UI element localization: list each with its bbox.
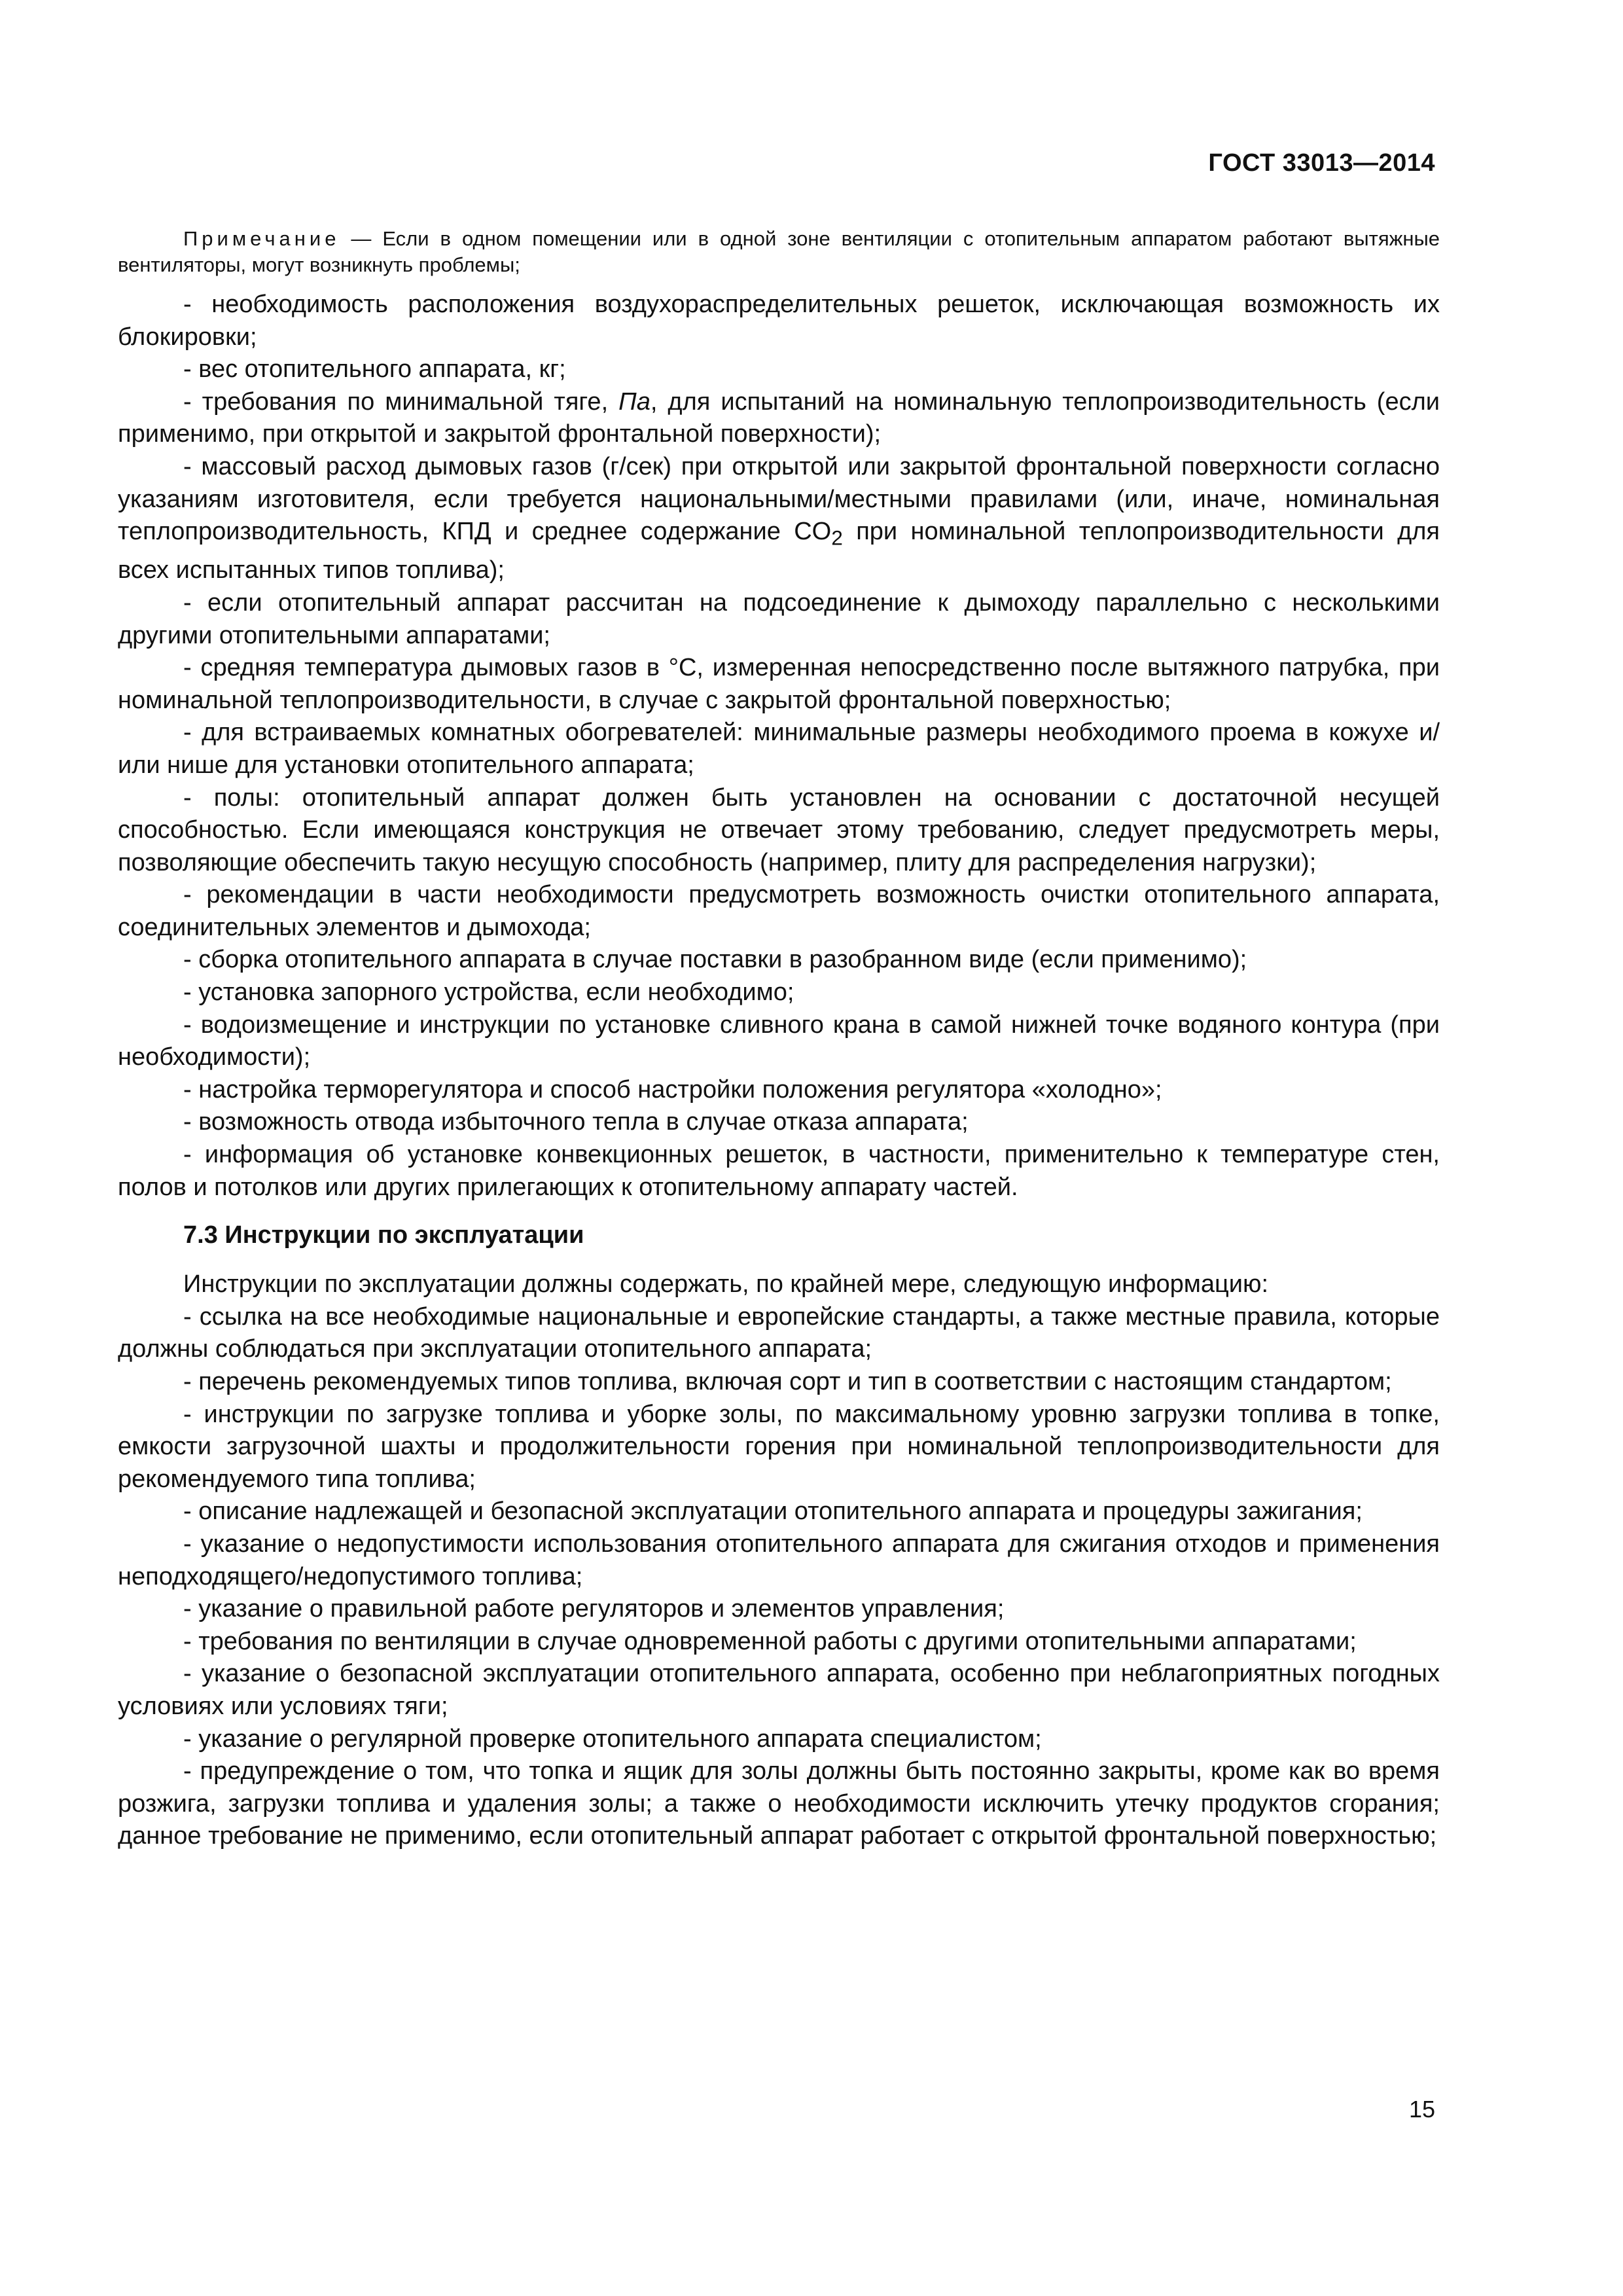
list-item: - возможность отвода избыточного тепла в случае отказа аппарата; bbox=[183, 1108, 969, 1136]
page-content bbox=[118, 226, 1440, 1853]
list-item: - указание о правильной работе регуляторов и элементов управления; bbox=[183, 1595, 1005, 1623]
list-item: - указание о регулярной проверке отопительного аппарата специалистом; bbox=[183, 1725, 1042, 1753]
section-intro: Инструкции по эксплуатации должны содержать, по крайней мере, следующую информацию: bbox=[183, 1270, 1269, 1299]
list-item: - указание о недопустимости использования отопительного аппарата для сжигания отходов и применения неподходящего/недопустимого топлива; bbox=[118, 1530, 1440, 1590]
note-paragraph bbox=[118, 226, 1440, 278]
list-item: - ссылка на все необходимые национальные и европейские стандарты, а также местные правила, которые должны соблюдаться при эксплуатации отопительного аппарата; bbox=[118, 1302, 1440, 1363]
document-code: ГОСТ 33013—2014 bbox=[1208, 149, 1435, 177]
page-number: 15 bbox=[1408, 2096, 1435, 2123]
list-item: - описание надлежащей и безопасной эксплуатации отопительного аппарата и процедуры зажигания; bbox=[183, 1498, 1363, 1526]
pressure-unit: Па bbox=[618, 387, 651, 416]
list-item: - настройка терморегулятора и способ настройки положения регулятора «холодно»; bbox=[183, 1075, 1162, 1103]
note-text: — Если в одном помещении или в одной зоне вентиляции с отопительным аппаратом работают вытяжные вентиляторы, могут возникнуть проблемы; bbox=[118, 227, 1440, 276]
list-item: - перечень рекомендуемых типов топлива, включая сорт и тип в соответствии с настоящим стандартом; bbox=[183, 1368, 1392, 1395]
list-item: - инструкции по загрузке топлива и уборке золы, по максимальному уровню загрузки топлива в топке, емкости загрузочной шахты и продолжительности горения при номинальной теплопроизводительности для рекомендуемого типа топлива; bbox=[118, 1400, 1440, 1493]
list-item: - если отопительный аппарат рассчитан на подсоединение к дымоходу параллельно с несколькими другими отопительными аппаратами; bbox=[118, 588, 1440, 649]
note-label: Примечание bbox=[183, 227, 340, 250]
co2-subscript: 2 bbox=[831, 526, 843, 550]
list-item: - рекомендации в части необходимости предусмотреть возможность очистки отопительного аппарата, соединительных элементов и дымохода; bbox=[118, 881, 1440, 941]
list-item: - полы: отопительный аппарат должен быть установлен на основании с достаточной несущей способностью. Если имеющаяся конструкция не отвечает этому требованию, следует предусмотреть меры, позволяющие обеспечить такую несущую способность (например, плиту для распределения нагрузки); bbox=[118, 783, 1440, 876]
list-item: - необходимость расположения воздухораспределительных решеток, исключающая возможность их блокировки; bbox=[118, 291, 1440, 351]
list-item: - средняя температура дымовых газов в °С, измеренная непосредственно после вытяжного патрубка, при номинальной теплопроизводительности, в случае с закрытой фронтальной поверхностью; bbox=[118, 654, 1440, 714]
list-item: - предупреждение о том, что топка и ящик для золы должны быть постоянно закрыты, кроме как во время розжига, загрузки топлива и удаления золы; а также о необходимости исключить утечку продуктов сгорания; данное требование не применимо, если отопительный аппарат работает с открытой фронтальной поверхностью; bbox=[118, 1757, 1440, 1850]
list-item: - информация об установке конвекционных решеток, в частности, применительно к температуре стен, полов и потолков или других прилегающих к отопительному аппарату частей. bbox=[118, 1141, 1440, 1201]
draft-text-after: , для испытаний на номинальную теплопроизводительность (если применимо, при открытой и закрытой фронтальной поверхности); bbox=[118, 387, 1440, 448]
list-item: - сборка отопительного аппарата в случае поставки в разобранном виде (если применимо); bbox=[183, 946, 1247, 974]
flow-text-before: - массовый расход дымовых газов (г/сек) при открытой или закрытой фронтальной поверхности согласно указаниям изготовителя, если требуется национальными/местными правилами (или, иначе, номинальная теплопроизводительность, КПД и среднее содержание CO bbox=[118, 452, 1440, 546]
section-heading: 7.3 Инструкции по эксплуатации bbox=[183, 1221, 584, 1249]
flow-text-after: при номинальной теплопроизводительности для всех испытанных типов топлива); bbox=[118, 518, 1440, 584]
list-item: - вес отопительного аппарата, кг; bbox=[183, 355, 566, 384]
list-item: - для встраиваемых комнатных обогревателей: минимальные размеры необходимого проема в кожухе и/или нише для установки отопительного аппарата; bbox=[118, 719, 1440, 779]
draft-text-before: - требования по минимальной тяге, bbox=[183, 387, 619, 416]
list-item: - требования по вентиляции в случае одновременной работы с другими отопительными аппаратами; bbox=[183, 1627, 1357, 1655]
list-item-draft bbox=[118, 386, 1440, 451]
list-item: - указание о безопасной эксплуатации отопительного аппарата, особенно при неблагоприятных погодных условиях или условиях тяги; bbox=[118, 1660, 1440, 1720]
list-item: - водоизмещение и инструкции по установке сливного крана в самой нижней точке водяного контура (при необходимости); bbox=[118, 1011, 1440, 1071]
list-item-flow bbox=[118, 451, 1440, 587]
list-item: - установка запорного устройства, если необходимо; bbox=[183, 978, 794, 1007]
